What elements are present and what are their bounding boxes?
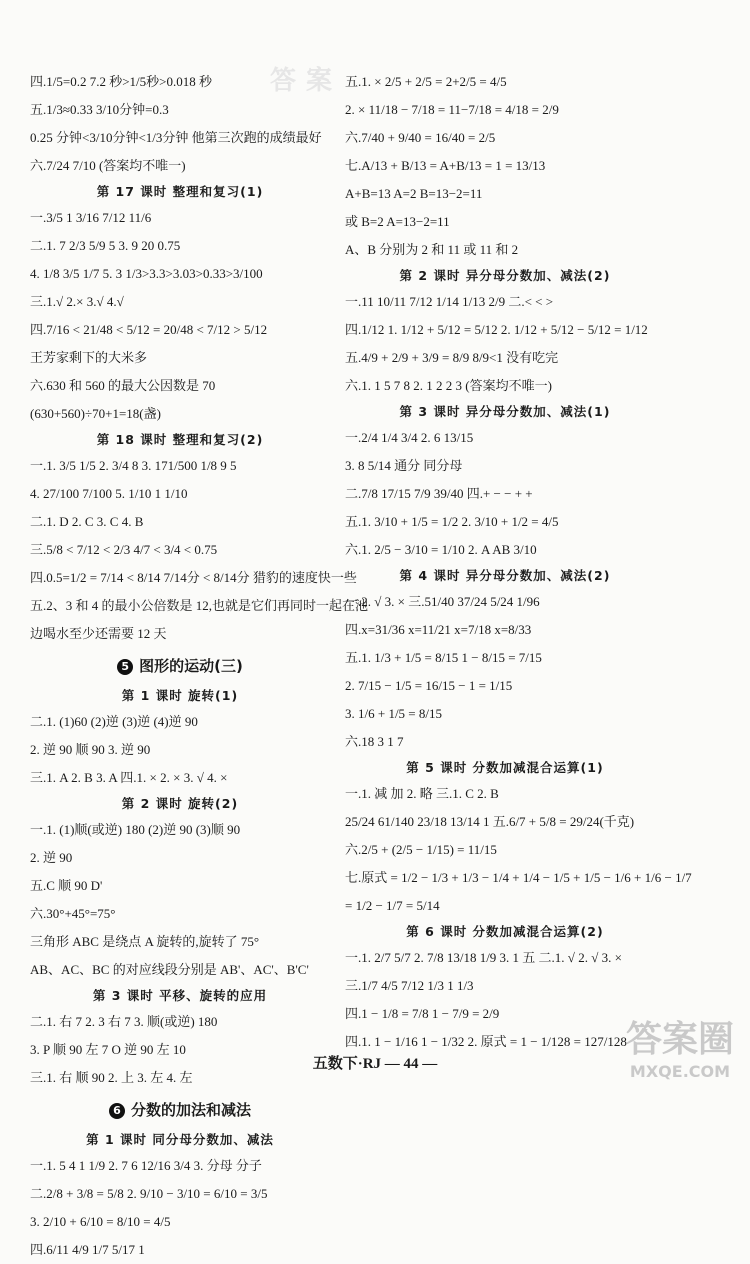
lesson-heading: 第 6 课时 分数加减混合运算(2) bbox=[406, 924, 604, 939]
answer-line: 三.5/8 < 7/12 < 2/3 4/7 < 3/4 < 0.75 bbox=[30, 542, 218, 557]
answer-line: 一.3/5 1 3/16 7/12 11/6 bbox=[30, 210, 152, 225]
unit-number-badge: 6 bbox=[109, 1103, 125, 1119]
answer-line: 四.x=31/36 x=11/21 x=7/18 x=8/33 bbox=[345, 622, 532, 637]
answer-line: 0.25 分钟<3/10分钟<1/3分钟 他第三次跑的成绩最好 bbox=[30, 130, 322, 145]
unit-number-badge: 5 bbox=[117, 659, 133, 675]
answer-line: 四.1/5=0.2 7.2 秒>1/5秒>0.018 秒 bbox=[30, 74, 212, 89]
answer-line: = 1/2 − 1/7 = 5/14 bbox=[345, 898, 440, 913]
lesson-heading: 第 3 课时 平移、旋转的应用 bbox=[92, 988, 268, 1003]
answer-line: 25/24 61/140 23/18 13/14 1 五.6/7 + 5/8 = 29/24(千克) bbox=[345, 814, 635, 829]
answer-line: 三.1. A 2. B 3. A 四.1. × 2. × 3. √ 4. × bbox=[30, 770, 228, 785]
answer-line: 3. 2/10 + 6/10 = 8/10 = 4/5 bbox=[30, 1214, 171, 1229]
unit-heading bbox=[30, 654, 330, 678]
answer-line: 六.630 和 560 的最大公因数是 70 bbox=[30, 378, 216, 393]
ghost-heading: 答案 bbox=[270, 66, 343, 96]
answer-line: 六.1. 1 5 7 8 2. 1 2 2 3 (答案均不唯一) bbox=[345, 378, 552, 393]
answer-line: 七.原式 = 1/2 − 1/3 + 1/3 − 1/4 + 1/4 − 1/5 + 1/5 − 1/6 + 1/6 − 1/7 bbox=[345, 870, 692, 885]
unit-heading bbox=[30, 1098, 330, 1122]
answer-line: 三角形 ABC 是绕点 A 旋转的,旋转了 75° bbox=[30, 934, 260, 949]
answer-line: A+B=13 A=2 B=13−2=11 bbox=[345, 186, 483, 201]
answer-line: 3. 1/6 + 1/5 = 8/15 bbox=[345, 706, 442, 721]
answer-line: 六.7/24 7/10 (答案均不唯一) bbox=[30, 158, 186, 173]
lesson-heading: 第 5 课时 分数加减混合运算(1) bbox=[406, 760, 604, 775]
lesson-heading: 第 2 课时 异分母分数加、减法(2) bbox=[399, 268, 611, 283]
lesson-heading: 第 18 课时 整理和复习(2) bbox=[96, 432, 264, 447]
answer-line: 二.2/8 + 3/8 = 5/8 2. 9/10 − 3/10 = 6/10 = 3/5 bbox=[30, 1186, 268, 1201]
answer-line: AB、AC、BC 的对应线段分别是 AB'、AC'、B'C' bbox=[30, 962, 309, 977]
answer-line: 四.1/12 1. 1/12 + 5/12 = 5/12 2. 1/12 + 5/12 − 5/12 = 1/12 bbox=[345, 322, 648, 337]
lesson-heading: 第 1 课时 旋转(1) bbox=[121, 688, 239, 703]
unit-title: 图形的运动(三) bbox=[139, 657, 243, 675]
answer-line: 一.11 10/11 7/12 1/14 1/13 2/9 二.< < > bbox=[345, 294, 554, 309]
answer-line: 2. 7/15 − 1/5 = 16/15 − 1 = 1/15 bbox=[345, 678, 513, 693]
answer-line: 王芳家剩下的大米多 bbox=[30, 350, 148, 365]
answer-line: 一.1. 减 加 2. 略 三.1. C 2. B bbox=[345, 786, 499, 801]
watermark-title: 答案圈 bbox=[625, 1019, 734, 1060]
lesson-heading: 第 2 课时 旋转(2) bbox=[121, 796, 239, 811]
lesson-heading: 第 17 课时 整理和复习(1) bbox=[96, 184, 264, 199]
answer-line: 四.1. 1 − 1/16 1 − 1/32 2. 原式 = 1 − 1/128 = 127/128 bbox=[345, 1034, 627, 1049]
answer-line: 二.7/8 17/15 7/9 39/40 四.+ − − + + bbox=[345, 486, 533, 501]
answer-line: 二.1. (1)60 (2)逆 (3)逆 (4)逆 90 bbox=[30, 714, 198, 729]
answer-line: 2. 逆 90 bbox=[30, 850, 73, 865]
answer-line: 二.1. 右 7 2. 3 右 7 3. 顺(或逆) 180 bbox=[30, 1014, 218, 1029]
answer-line: 六.7/40 + 9/40 = 16/40 = 2/5 bbox=[345, 130, 496, 145]
answer-line: 四.6/11 4/9 1/7 5/17 1 bbox=[30, 1242, 145, 1257]
lesson-heading: 第 4 课时 异分母分数加、减法(2) bbox=[399, 568, 611, 583]
answer-line: 3. 8 5/14 通分 同分母 bbox=[345, 458, 463, 473]
answer-line: 五.1. 1/3 + 1/5 = 8/15 1 − 8/15 = 7/15 bbox=[345, 650, 542, 665]
answer-line: 四.1 − 1/8 = 7/8 1 − 7/9 = 2/9 bbox=[345, 1006, 500, 1021]
answer-line: 五.1. 3/10 + 1/5 = 1/2 2. 3/10 + 1/2 = 4/5 bbox=[345, 514, 559, 529]
answer-line: 六.30°+45°=75° bbox=[30, 906, 116, 921]
unit-title: 分数的加法和减法 bbox=[130, 1101, 251, 1119]
answer-line: 六.1. 2/5 − 3/10 = 1/10 2. A AB 3/10 bbox=[345, 542, 537, 557]
answer-line: 七.A/13 + B/13 = A+B/13 = 1 = 13/13 bbox=[345, 158, 546, 173]
answer-line: 五.1. × 2/5 + 2/5 = 2+2/5 = 4/5 bbox=[345, 74, 507, 89]
answer-line: 4. 27/100 7/100 5. 1/10 1 1/10 bbox=[30, 486, 188, 501]
answer-line: 六.18 3 1 7 bbox=[345, 734, 404, 749]
answer-line: 一.1. (1)顺(或逆) 180 (2)逆 90 (3)顺 90 bbox=[30, 822, 241, 837]
answer-line: 六.2/5 + (2/5 − 1/15) = 11/15 bbox=[345, 842, 497, 857]
answer-line: 3. P 顺 90 左 7 O 逆 90 左 10 bbox=[30, 1042, 186, 1057]
answer-line: 边喝水至少还需要 12 天 bbox=[30, 626, 167, 641]
answer-line: 或 B=2 A=13−2=11 bbox=[345, 214, 450, 229]
answer-line: 一.1. 3/5 1/5 2. 3/4 8 3. 171/500 1/8 9 5 bbox=[30, 458, 237, 473]
left-column bbox=[30, 68, 369, 1264]
answer-line: 四.0.5=1/2 = 7/14 < 8/14 7/14分 < 8/14分 猎豹的速度快一些 bbox=[30, 570, 357, 585]
lesson-heading: 第 1 课时 同分母分数加、减法 bbox=[86, 1132, 274, 1147]
answer-line: 五.4/9 + 2/9 + 3/9 = 8/9 8/9<1 没有吃完 bbox=[345, 350, 559, 365]
answer-line: 二.1. 7 2/3 5/9 5 3. 9 20 0.75 bbox=[30, 238, 181, 253]
answer-line: 五.C 顺 90 D' bbox=[30, 878, 103, 893]
answer-line: 三.1/7 4/5 7/12 1/3 1 1/3 bbox=[345, 978, 474, 993]
answer-line: 三.1. 右 顺 90 2. 上 3. 左 4. 左 bbox=[30, 1070, 193, 1085]
answer-line: 五.2、3 和 4 的最小公倍数是 12,也就是它们再同时一起在池 bbox=[30, 598, 369, 613]
answer-line: 4. 1/8 3/5 1/7 5. 3 1/3>3.3>3.03>0.33>3/100 bbox=[30, 266, 263, 281]
answer-line: 一.1. 2/7 5/7 2. 7/8 13/18 1/9 3. 1 五 二.1. √ 2. √ 3. × bbox=[345, 950, 622, 965]
page-footer: 五数下·RJ — 44 — bbox=[312, 1056, 438, 1072]
watermark-url: MXQE.COM bbox=[629, 1062, 731, 1081]
answer-line: 2. 逆 90 顺 90 3. 逆 90 bbox=[30, 742, 151, 757]
answer-line: 一.1. 5 4 1 1/9 2. 7 6 12/16 3/4 3. 分母 分子 bbox=[30, 1158, 262, 1173]
answer-line: 2. × 11/18 − 7/18 = 11−7/18 = 4/18 = 2/9 bbox=[345, 102, 559, 117]
answer-line: (630+560)÷70+1=18(盏) bbox=[30, 406, 161, 421]
answer-line: 一.2. √ 3. × 三.51/40 37/24 5/24 1/96 bbox=[345, 594, 540, 609]
answer-line: A、B 分别为 2 和 11 或 11 和 2 bbox=[345, 242, 519, 257]
answer-line: 五.1/3≈0.33 3/10分钟=0.3 bbox=[30, 102, 169, 117]
answer-line: 二.1. D 2. C 3. C 4. B bbox=[30, 514, 144, 529]
lesson-heading: 第 3 课时 异分母分数加、减法(1) bbox=[399, 404, 611, 419]
answer-line: 四.7/16 < 21/48 < 5/12 = 20/48 < 7/12 > 5/12 bbox=[30, 322, 268, 337]
answer-line: 一.2/4 1/4 3/4 2. 6 13/15 bbox=[345, 430, 474, 445]
answer-line: 三.1.√ 2.× 3.√ 4.√ bbox=[30, 294, 124, 309]
watermark-logo bbox=[620, 1018, 740, 1088]
